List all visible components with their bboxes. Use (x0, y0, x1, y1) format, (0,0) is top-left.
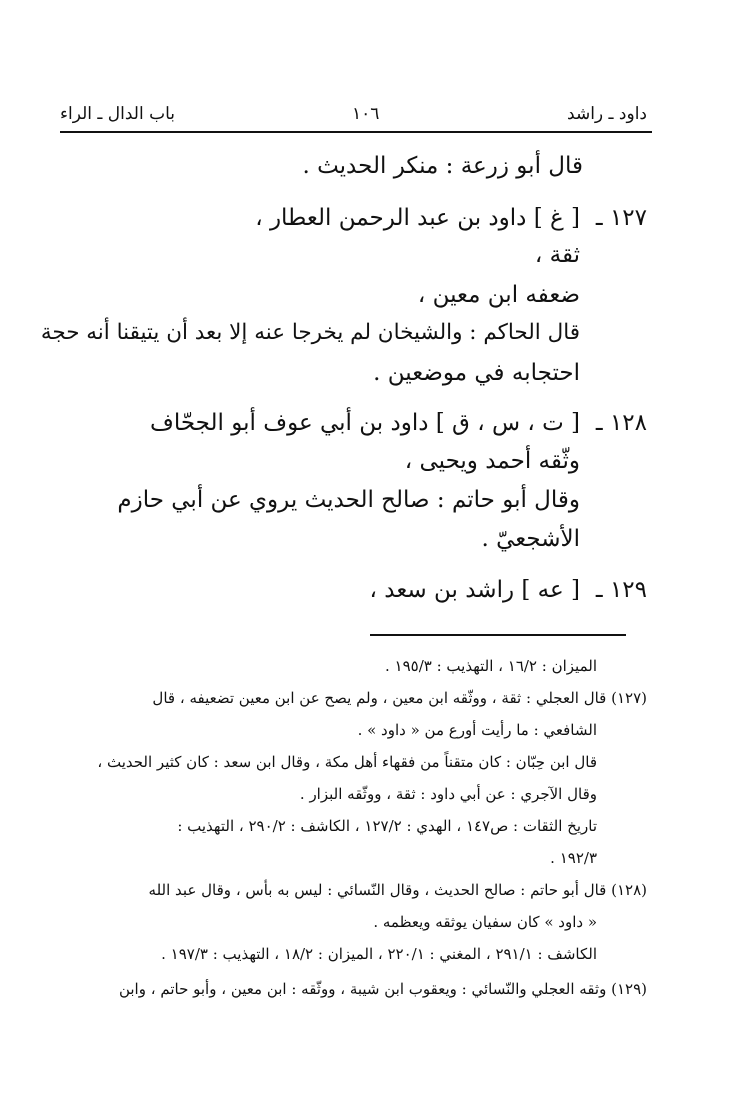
header-chapter-title: باب الدال ـ الراء (60, 104, 176, 124)
footnote-line: (١٢٨) قال أبو حاتم : صالح الحديث ، وقال النّسائي : ليس به بأس ، وقال عبد الله (148, 881, 647, 899)
footnote-line: (١٢٧) قال العجلي : ثقة ، ووثّقه ابن معين ، ولم يصح عن ابن معين تضعيفه ، قال (152, 689, 647, 707)
footnote-line: الميزان : ١٦/٢ ، التهذيب : ١٩٥/٣ . (385, 657, 597, 675)
footnote-line: الشافعي : ما رأيت أورع من « داود » . (357, 721, 597, 739)
footnote-line: وقال الآجري : عن أبي داود : ثقة ، ووثّقه البزار . (299, 785, 597, 803)
page-number: ١٠٦ (352, 104, 380, 124)
header-section-title: داود ـ راشد (567, 104, 647, 124)
entry-heading: [ عه ] راشد بن سعد ، (369, 577, 580, 603)
main-line: وقال أبو حاتم : صالح الحديث يروي عن أبي حازم (117, 487, 580, 513)
footnote-line: (١٢٩) وثقه العجلي والنّسائي : ويعقوب ابن شيبة ، ووثّقه : ابن معين ، وأبو حاتم ، وابن (118, 980, 647, 998)
entry-number: ١٢٩ ـ (595, 577, 647, 603)
entry-number: ١٢٨ ـ (595, 410, 647, 436)
main-line: ثقة ، (534, 242, 580, 268)
entry-number: ١٢٧ ـ (595, 205, 647, 231)
footnote-line: قال ابن حِبّان : كان متقناً من فقهاء أهل مكة ، وقال ابن سعد : كان كثير الحديث ، (97, 753, 597, 771)
main-line: ضعفه ابن معين ، (417, 282, 580, 308)
footnote-line: تاريخ الثقات : ص١٤٧ ، الهدي : ١٢٧/٢ ، الكاشف : ٢٩٠/٢ ، التهذيب : (177, 817, 597, 835)
entry-heading: [ غ ] داود بن عبد الرحمن العطار ، (255, 205, 580, 231)
main-line: قال الحاكم : والشيخان لم يخرجا عنه إلا بعد أن يتيقنا أنه حجة (40, 320, 580, 345)
main-line: قال أبو زرعة : منكر الحديث . (302, 153, 583, 179)
footnote-line: « داود » كان سفيان يوثقه ويعظمه . (373, 913, 597, 931)
footnote-line: الكاشف : ٢٩١/١ ، المغني : ٢٢٠/١ ، الميزان : ١٨/٢ ، التهذيب : ١٩٧/٣ . (161, 945, 597, 963)
main-line: وثّقه أحمد ويحيى ، (404, 448, 580, 474)
main-line: احتجابه في موضعين . (373, 360, 580, 386)
entry-heading: [ ت ، س ، ق ] داود بن أبي عوف أبو الجحّاف (149, 410, 580, 436)
header-rule (60, 131, 652, 133)
main-line: الأشجعيّ . (481, 526, 580, 552)
footnote-line: ١٩٢/٣ . (550, 849, 597, 867)
footnote-rule (370, 634, 626, 636)
